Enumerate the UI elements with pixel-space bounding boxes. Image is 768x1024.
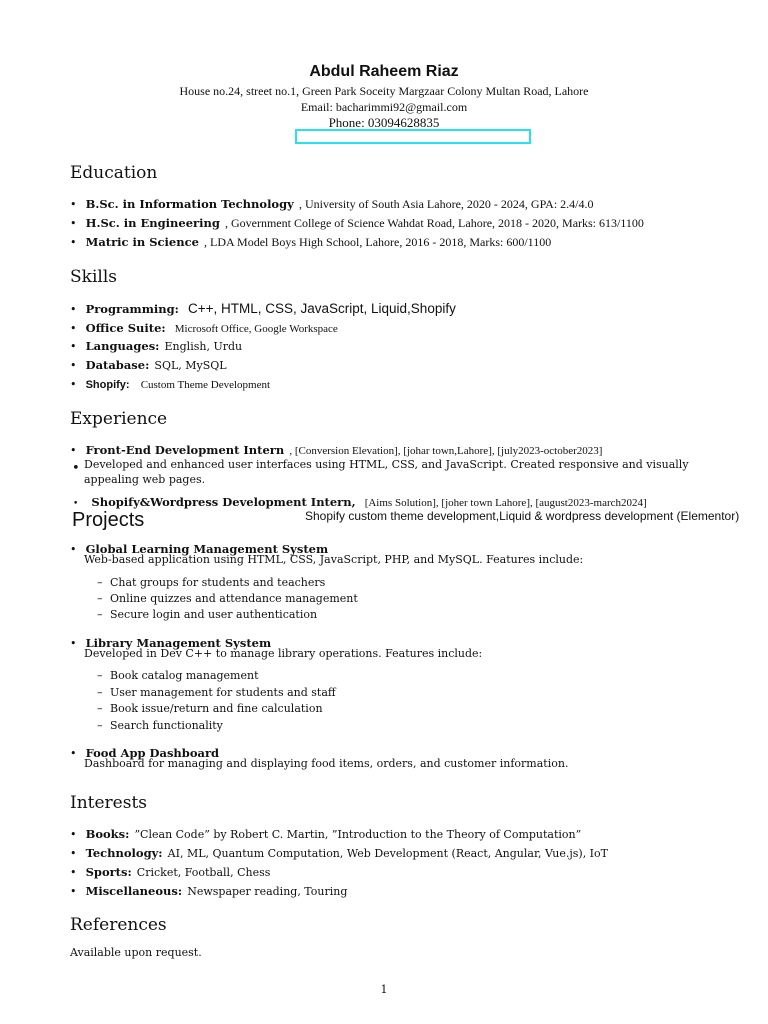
references-text: Available upon request. (70, 946, 202, 959)
skills-item: • Database: SQL, MySQL (70, 358, 227, 372)
skills-item: • Shopify: Custom Theme Development (70, 378, 271, 391)
skills-item: • Languages: English, Urdu (70, 339, 243, 353)
bullet-glyph: • (72, 461, 80, 476)
section-title-projects: Projects (72, 509, 145, 531)
project-description: Dashboard for managing and displaying food items, orders, and customer information. (84, 757, 569, 770)
experience-description: Shopify custom theme development,Liquid & wordpress development (Elementor) (305, 509, 740, 523)
skills-item: • Programming: C++, HTML, CSS, JavaScript, Liquid,Shopify (70, 301, 456, 316)
feature-item: – Chat groups for students and teachers (97, 576, 326, 589)
experience-item: • Shopify&Wordpress Development Intern, [Aims Solution], [joher town Lahore], [august2023-march2024] (73, 495, 647, 509)
interest-item: • Books: ”Clean Code” by Robert C. Martin, ”Introduction to the Theory of Computation” (70, 827, 582, 841)
section-title-skills: Skills (70, 267, 117, 287)
project-item: • Global Learning Management System (70, 542, 329, 556)
page-number: 1 (380, 983, 388, 996)
section-title-experience: Experience (70, 409, 168, 429)
experience-description: appealing web pages. (84, 473, 206, 486)
section-title-references: References (70, 915, 167, 935)
feature-item: – Book issue/return and fine calculation (97, 702, 323, 715)
experience-item: • Front-End Development Intern , [Conversion Elevation], [johar town,Lahore], [july2023-october2023] (70, 443, 603, 457)
experience-description: Developed and enhanced user interfaces using HTML, CSS, and JavaScript. Created responsive and visually (84, 458, 689, 471)
section-title-interests: Interests (70, 793, 148, 813)
email: Email: bacharimmi92@gmail.com (300, 100, 468, 114)
feature-item: – User management for students and staff (97, 686, 336, 699)
education-item: • H.Sc. in Engineering , Government College of Science Wahdat Road, Lahore, 2018 - 2020, Marks: 613/1100 (70, 216, 644, 230)
phone: Phone: 03094628835 (328, 115, 440, 130)
project-item: • Library Management System (70, 636, 272, 650)
address: House no.24, street no.1, Green Park Soceity Margzaar Colony Multan Road, Lahore (179, 84, 589, 98)
selection-highlight-box (295, 129, 531, 144)
project-description: Web-based application using HTML, CSS, JavaScript, PHP, and MySQL. Features include: (84, 553, 584, 566)
section-title-education: Education (70, 163, 158, 183)
project-description: Developed in Dev C++ to manage library operations. Features include: (84, 647, 483, 660)
interest-item: • Technology: AI, ML, Quantum Computation, Web Development (React, Angular, Vue.js), IoT (70, 846, 608, 860)
education-item: • B.Sc. in Information Technology , University of South Asia Lahore, 2020 - 2024, GPA: 2.4/4.0 (70, 197, 594, 211)
feature-item: – Secure login and user authentication (97, 608, 318, 621)
project-item: • Food App Dashboard (70, 746, 220, 760)
feature-item: – Online quizzes and attendance management (97, 592, 358, 605)
interest-item: • Miscellaneous: Newspaper reading, Touring (70, 884, 348, 898)
interest-item: • Sports: Cricket, Football, Chess (70, 865, 271, 879)
candidate-name: Abdul Raheem Riaz (309, 63, 459, 80)
skills-item: • Office Suite: Microsoft Office, Google Workspace (70, 321, 338, 335)
education-item: • Matric in Science , LDA Model Boys High School, Lahore, 2016 - 2018, Marks: 600/1100 (70, 235, 552, 249)
feature-item: – Book catalog management (97, 669, 259, 682)
feature-item: – Search functionality (97, 719, 223, 732)
